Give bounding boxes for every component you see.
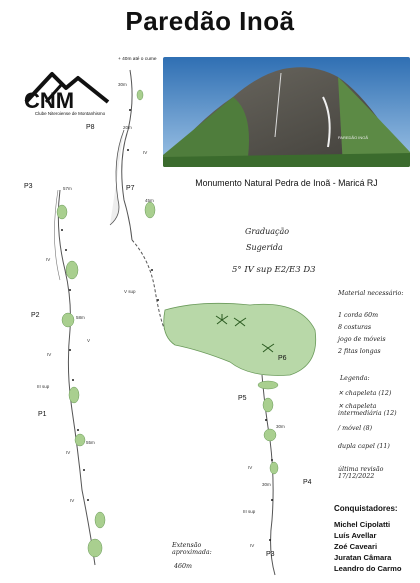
marker-p2: P2: [31, 312, 40, 319]
marker-p4: P4: [303, 479, 312, 486]
material-title: Material necessário:: [338, 290, 404, 297]
conqueror-name: Zoé Caveari: [334, 542, 378, 551]
grade-value: 5° IV sup E2/E3 D3: [232, 265, 316, 275]
grade-label: V: [87, 338, 91, 343]
length-55m: 55m: [86, 440, 95, 445]
photo-caption: Monumento Natural Pedra de Inoã - Maricá RJ: [195, 178, 378, 188]
material-item: jogo de móveis: [338, 336, 386, 343]
length-30m: 30m: [118, 82, 127, 87]
grade-label: III sup: [243, 509, 256, 514]
marker-p1: P1: [38, 411, 47, 418]
legend-item-movable: / móvel (8): [338, 425, 373, 432]
length-20m: 20m: [123, 125, 132, 130]
marker-p6: P6: [278, 355, 287, 362]
grade-label: IV: [248, 465, 253, 470]
legend-item-bolt: ✕ chapeleta (12): [338, 390, 392, 397]
length-57m: 57m: [63, 186, 72, 191]
material-item: 2 fitas longas: [338, 348, 381, 355]
grade-label: V sup: [124, 289, 136, 294]
conqueror-name: Luís Avellar: [334, 531, 377, 540]
grade-label: III sup: [37, 384, 50, 389]
length-30m-b: 30m: [276, 424, 285, 429]
length-45m: 45m: [145, 198, 154, 203]
logo-acronym: CNM: [24, 88, 75, 113]
grade-label: IV: [143, 150, 148, 155]
grade-label: IV: [46, 257, 51, 262]
page-title: Paredão Inoã: [125, 6, 295, 36]
marker-p3-right: P3: [266, 551, 275, 558]
extension-value: 460m: [174, 563, 192, 570]
extension-label: Extensão aproximada:: [172, 542, 212, 556]
marker-p8: P8: [86, 124, 95, 131]
marker-p5: P5: [238, 395, 247, 402]
route-top-note: + 40m até o cume: [118, 57, 157, 62]
conquerors-title: Conquistadores:: [334, 504, 398, 513]
vegetation-area: [164, 303, 316, 375]
grade-label: IV: [66, 450, 71, 455]
grade-label: IV: [47, 352, 52, 357]
logo-club-name: Clube Niteroiense de Montanhismo: [34, 111, 106, 116]
grade-title: Graduação: [245, 227, 290, 236]
photo-overlay-label: PAREDÃO INOÃ: [337, 135, 369, 140]
legend-item-intermediate: ✕ chapeleta intermediária (12): [338, 403, 397, 417]
revision-date: última revisão 17/12/2022: [338, 466, 384, 480]
grade-label: IV: [70, 498, 75, 503]
conqueror-name: Michel Cipolatti: [334, 520, 391, 529]
grade-label: IV: [250, 543, 255, 548]
legend-title: Legenda:: [340, 375, 370, 382]
length-58m: 58m: [76, 315, 85, 320]
marker-p3-left: P3: [24, 183, 33, 190]
grade-subtitle: Sugerida: [246, 243, 283, 252]
material-item: 1 corda 60m: [338, 312, 379, 319]
conqueror-name: Juratan Câmara: [334, 553, 392, 562]
marker-p7: P7: [126, 185, 135, 192]
conqueror-name: Leandro do Carmo: [334, 564, 402, 573]
legend-item-double: dupla capel (11): [338, 443, 390, 450]
length-30m-c: 30m: [262, 482, 271, 487]
material-item: 8 costuras: [338, 324, 372, 331]
